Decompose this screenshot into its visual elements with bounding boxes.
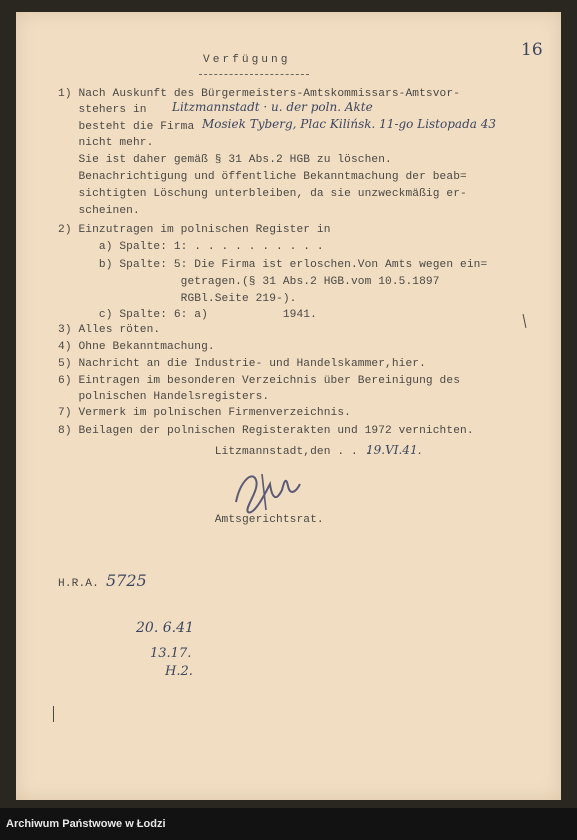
line-6: Benachrichtigung und öffentliche Bekanntmachung der beab= bbox=[58, 171, 467, 183]
line-8: scheinen. bbox=[58, 205, 140, 217]
line-5: Sie ist daher gemäß § 31 Abs.2 HGB zu löschen. bbox=[58, 154, 392, 166]
line-10: a) Spalte: 1: . . . . . . . . . . bbox=[58, 241, 324, 253]
line-19: polnischen Handelsregisters. bbox=[58, 391, 270, 403]
stamp-code: 13.17. bbox=[150, 646, 192, 661]
hra-label: H.R.A. bbox=[58, 578, 99, 590]
line-3: besteht die Firma bbox=[58, 121, 195, 133]
line-9: 2) Einzutragen im polnischen Register in bbox=[58, 224, 331, 236]
line-2: stehers in bbox=[58, 104, 147, 116]
line-13: RGBl.Seite 219-). bbox=[58, 293, 297, 305]
line-12: getragen.(§ 31 Abs.2 HGB.vom 10.5.1897 bbox=[58, 276, 440, 288]
line-20: 7) Vermerk im polnischen Firmenverzeichnis. bbox=[58, 407, 351, 419]
line-4: nicht mehr. bbox=[58, 137, 154, 149]
hra-number: 5725 bbox=[106, 571, 147, 590]
line-11: b) Spalte: 5: Die Firma ist erloschen.Von Amts wegen ein= bbox=[58, 259, 488, 271]
line-1: 1) Nach Auskunft des Bürgermeisters-Amtskommissars-Amtsvor- bbox=[58, 88, 461, 100]
handwritten-date: 19.VI.41. bbox=[366, 443, 422, 457]
line-17: 5) Nachricht an die Industrie- und Handelskammer,hier. bbox=[58, 358, 426, 370]
title-underline bbox=[199, 74, 309, 75]
signature-title: Amtsgerichtsrat. bbox=[58, 514, 324, 526]
handwritten-firm: Mosiek Tyberg, Plac Kilińsk. 11-go Listopada 43 bbox=[202, 117, 496, 131]
date-line: Litzmannstadt,den . . . bbox=[58, 446, 372, 458]
line-21: 8) Beilagen der polnischen Registerakten und 1972 vernichten. bbox=[58, 425, 474, 437]
page-number: 16 bbox=[521, 40, 543, 60]
archive-footer bbox=[0, 808, 577, 840]
stamp-initials: H.2. bbox=[165, 664, 193, 679]
handwritten-town: Litzmannstadt · u. der poln. Akte bbox=[172, 100, 373, 114]
stamp-date: 20. 6.41 bbox=[136, 620, 194, 636]
signature-scribble bbox=[226, 462, 306, 518]
line-18: 6) Eintragen im besonderen Verzeichnis über Bereinigung des bbox=[58, 375, 461, 387]
line-15: 3) Alles röten. bbox=[58, 324, 161, 336]
line-7: sichtigten Löschung unterbleiben, da sie unzweckmäßig er- bbox=[58, 188, 467, 200]
document-title: Verfügung bbox=[203, 54, 291, 66]
line-16: 4) Ohne Bekanntmachung. bbox=[58, 341, 215, 353]
line-14: c) Spalte: 6: a) 1941. bbox=[58, 309, 317, 321]
margin-mark bbox=[53, 706, 54, 722]
archive-name: Archiwum Państwowe w Łodzi bbox=[6, 818, 166, 830]
